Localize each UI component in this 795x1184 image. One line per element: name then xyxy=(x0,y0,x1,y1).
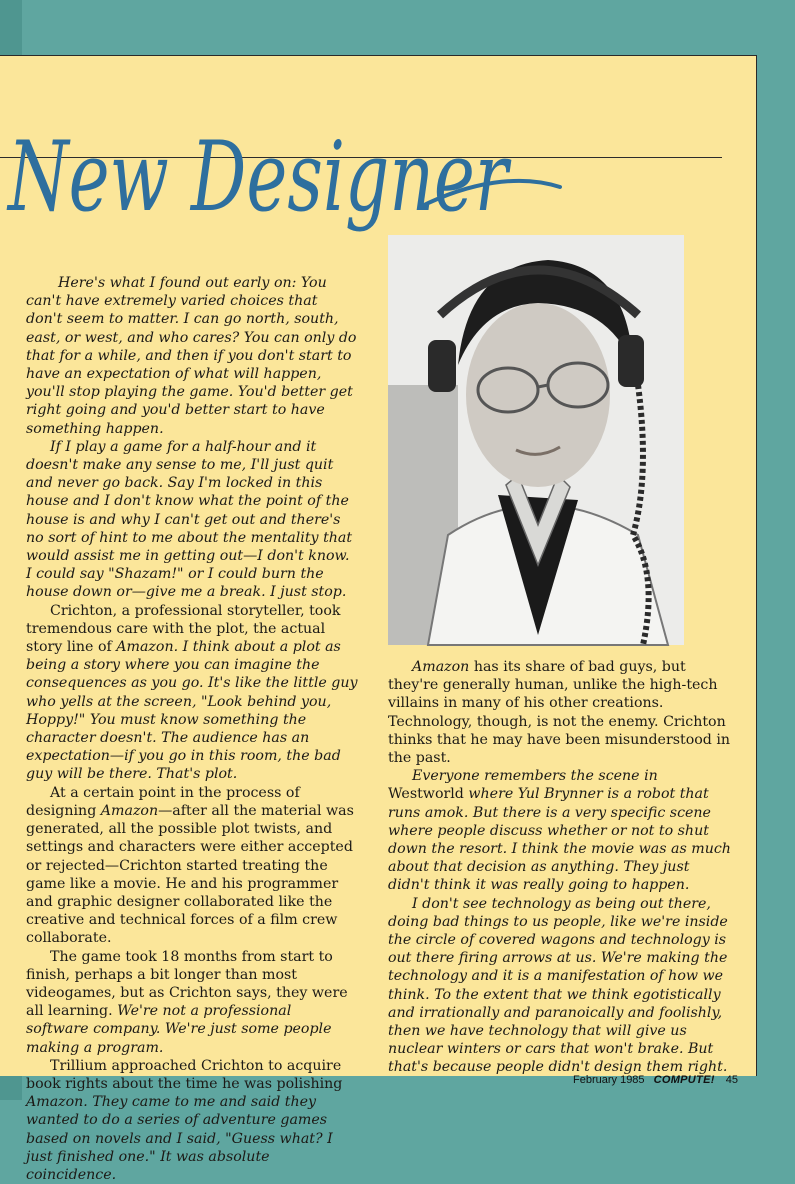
roman-text: At a certain point in the process of designing xyxy=(26,784,300,819)
italic-text: Amazon. I think about a plot as being a story where you can imagine the consequences as you go. It's like the little guy who yells at the screen, "Look behind you, Hoppy!" You must know something the character doesn't. The audience has an expectation—if you go in this room, the bad guy will be there. That's plot. xyxy=(26,639,358,783)
roman-text: Crichton, a professional storyteller, took tremendous care with the plot, the actual story line of xyxy=(26,602,341,656)
paragraph xyxy=(26,1057,358,1184)
italic-text: We're not a professional software company. We're just some people making a program. xyxy=(26,1003,332,1056)
paragraph xyxy=(26,948,358,1057)
roman-text: has its share of bad guys, but they're generally human, unlike the high-tech villains in many of his other creations. Technology, though, is not the enemy. Crichton thinks that he may have been misunderstood in the past. xyxy=(388,659,731,767)
page-footer xyxy=(573,1074,738,1086)
roman-text: The game took 18 months from start to finish, perhaps a bit longer than most videogames, but as Crichton says, they were all learning. xyxy=(26,948,348,1020)
italic-text: If I play a game for a half-hour and it doesn't make any sense to me, I'll just quit and never go back. Say I'm locked in this house and I don't know what the point of the house is and why I can't get out and there's no sort of hint to me about the mentality that would assist me in getting out—I don't know. I could say "Shazam!" or I could burn the house down or—give me a break. I just stop. xyxy=(26,438,353,601)
paragraph xyxy=(388,767,733,894)
footer-page-number: 45 xyxy=(725,1074,738,1086)
portrait-photo xyxy=(388,235,684,645)
italic-text: where Yul Brynner is a robot that runs amok. But there is a very specific scene where people discuss whether or not to shut down the resort. I think the movie was as much about that decision as anything. They just didn't think it was really going to happen. xyxy=(388,786,731,894)
italic-text: Amazon. They came to me and said they wanted to do a series of adventure games based on novels and I said, "Guess what? I just finished one." It was absolute coincidence. xyxy=(26,1094,333,1183)
paragraph xyxy=(388,658,733,767)
roman-text: Westworld xyxy=(388,786,464,803)
italic-text: Amazon xyxy=(100,802,159,819)
paragraph xyxy=(26,438,358,602)
text-column-2 xyxy=(388,658,733,1077)
paragraph xyxy=(26,274,358,438)
text-column-1 xyxy=(26,274,358,1184)
italic-text: Here's what I found out early on: You can't have extremely varied choices that don't seem to matter. I can go north, south, east, or west, and who cares? You can only do that for a while, and then if you don't start to have an expectation of what will happen, you'll stop playing the game. You'd better get right going and you'd better start to have something happen. xyxy=(26,275,357,437)
roman-text: Trillium approached Crichton to acquire book rights about the time he was polishing xyxy=(26,1057,343,1092)
paragraph xyxy=(26,784,358,948)
paragraph xyxy=(26,602,358,784)
footer-magazine: COMPUTE! xyxy=(653,1074,715,1086)
italic-text: I don't see technology as being out there, doing bad things to us people, like we're inside the circle of covered wagons and technology is out there firing arrows at us. We're making the technology and it is a manifestation of how we think. To the extent that we think egotistically and irrationally and paranoically and foolishly, then we have technology that will give us nuclear winters or cars that won't brake. But that's because people didn't design them right. xyxy=(388,895,728,1076)
footer-date: February 1985 xyxy=(573,1074,645,1086)
headline-text: New Designer xyxy=(6,121,512,233)
roman-text: —after all the material was generated, all the possible plot twists, and settings and characters were either accepted or rejected—Crichton started treating the game like a movie. He and his programmer and graphic designer collaborated like the creative and technical forces of a film crew collaborate. xyxy=(26,802,354,947)
italic-text: Everyone remembers the scene in xyxy=(412,768,658,785)
italic-text: Amazon xyxy=(412,659,470,675)
paragraph xyxy=(388,895,733,1077)
